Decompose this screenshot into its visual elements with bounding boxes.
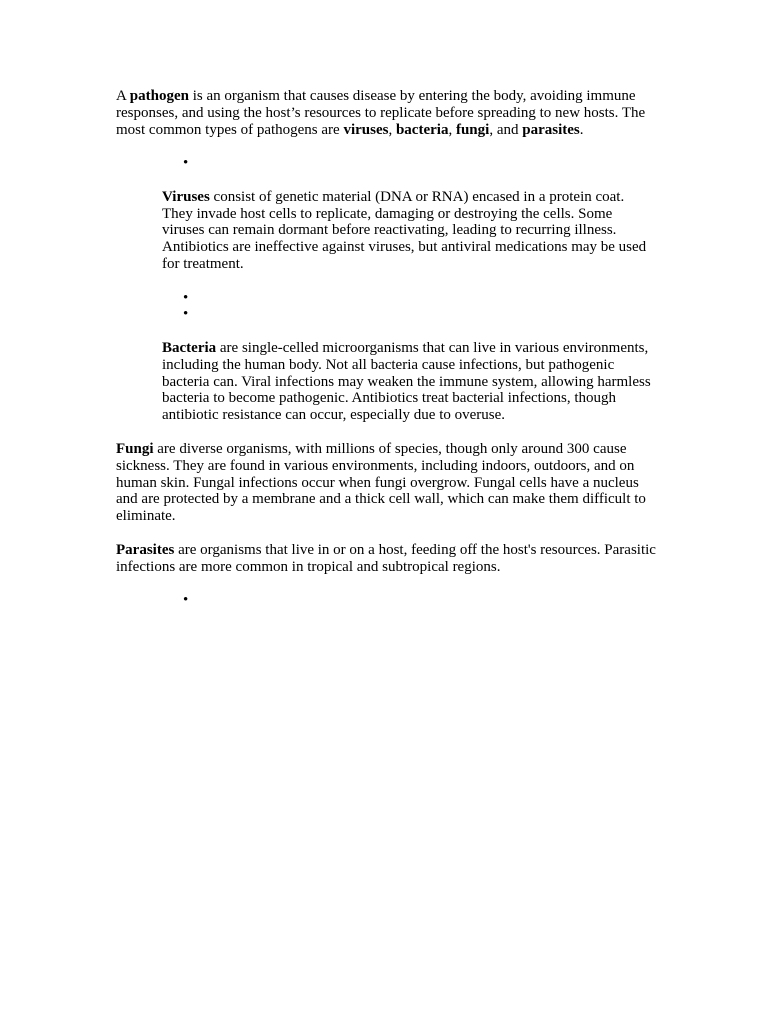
viruses-term: Viruses (162, 188, 210, 205)
bacteria-text: are single-celled microorganisms that can live in various environments, including the human body. Not all bacteria cause infections, but pathogenic bacteria can. Viral infections may weaken the immune system, allowing harmless bacteria to become pathogenic. Antibiotics treat bacterial infections, though antibiotic resistance can occur, especially due to overuse. (162, 339, 651, 424)
empty-bullet (186, 290, 656, 307)
term-pathogen: pathogen (129, 88, 189, 104)
empty-bullet (186, 592, 656, 609)
spacer (116, 424, 656, 441)
spacer (116, 576, 656, 593)
intro-sep-3: , and (489, 121, 523, 138)
spacer (116, 138, 656, 155)
intro-paragraph (116, 88, 656, 138)
bacteria-term: Bacteria (162, 339, 217, 356)
document-page (116, 88, 656, 609)
intro-text-1: A (116, 88, 130, 104)
intro-text-2: is an organism that causes disease by entering the body, avoiding immune responses, and using the host’s resources to replicate before spreading to new hosts. The most common types of pathogens are (116, 88, 646, 138)
spacer (116, 273, 656, 290)
intro-sep-1: , (388, 121, 396, 138)
term-fungi: fungi (455, 121, 490, 138)
empty-bullet (186, 155, 656, 172)
bullet-list-2 (116, 290, 656, 324)
intro-end: . (579, 121, 584, 138)
bullet-list-3 (116, 592, 656, 609)
spacer (116, 323, 656, 340)
term-bacteria: bacteria (395, 121, 449, 138)
viruses-text: consist of genetic material (DNA or RNA) encased in a protein coat. They invade host cells to replicate, damaging or destroying the cells. Some viruses can remain dormant before reactivating, leading to recurring illness. Antibiotics are ineffective against viruses, but antiviral medications may be used for treatment. (162, 188, 647, 272)
spacer (116, 172, 656, 189)
term-parasites: parasites (522, 121, 580, 138)
parasites-term: Parasites (116, 541, 175, 558)
intro-sep-2: , (448, 121, 456, 138)
empty-bullet (186, 306, 656, 323)
fungi-term: Fungi (116, 440, 154, 457)
parasites-paragraph (116, 542, 656, 576)
parasites-text: are organisms that live in or on a host, feeding off the host's resources. Parasitic infections are more common in tropical and subtropical regions. (116, 541, 656, 575)
term-viruses: viruses (343, 121, 389, 138)
spacer (116, 525, 656, 542)
bullet-list-1 (116, 155, 656, 172)
viruses-paragraph (162, 189, 656, 273)
fungi-text: are diverse organisms, with millions of species, though only around 300 cause sickness. They are found in various environments, including indoors, outdoors, and on human skin. Fungal infections occur when fungi overgrow. Fungal cells have a nucleus and are protected by a membrane and a thick cell wall, which can make them difficult to eliminate. (116, 440, 646, 525)
fungi-paragraph (116, 441, 656, 525)
bacteria-paragraph (162, 340, 656, 424)
